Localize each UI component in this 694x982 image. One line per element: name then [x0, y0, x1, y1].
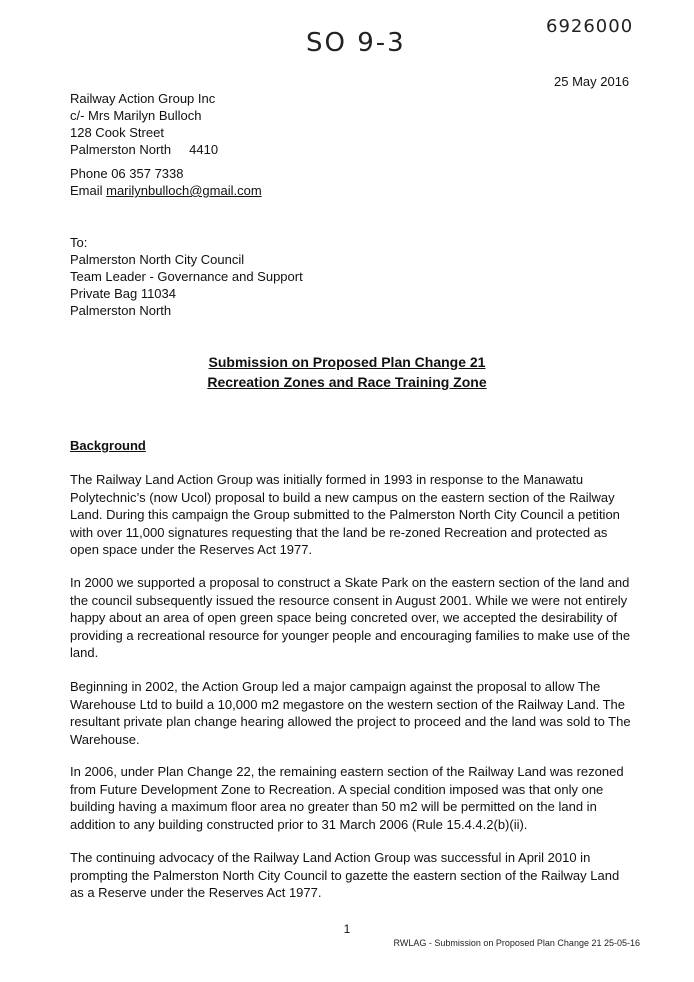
sender-email-label: Email — [70, 183, 107, 198]
sender-street: 128 Cook Street — [70, 125, 164, 140]
paragraph-1: The Railway Land Action Group was initially formed in 1993 in response to the Manawatu Polytechnic’s (now Ucol) proposal to build a new campus on the eastern section of the Railway Land. During this campaign the Group submitted to the Palmerston North City Council a petition with over 11,000 signatures requesting that the land be re-zoned Recreation and protected as open space under the Reserves Act 1977. — [70, 472, 620, 558]
page-number: 1 — [343, 922, 351, 936]
sender-phone: Phone 06 357 7338 — [70, 166, 184, 181]
page-footer: RWLAG - Submission on Proposed Plan Change 21 25-05-16 — [393, 938, 640, 948]
recipient-to: To: — [70, 235, 88, 250]
paragraph-2: In 2000 we supported a proposal to construct a Skate Park on the eastern section of the land and the council subsequently issued the resource consent in August 2001. While we were not entirely happy about an area of open green space being concreted over, we accepted the desirability of providing a recreational resource for younger people and encouraging families to make use of the land. — [70, 575, 631, 661]
recipient-org: Palmerston North City Council — [70, 252, 245, 267]
recipient-city: Palmerston North — [70, 303, 172, 318]
paragraph-3: Beginning in 2002, the Action Group led a major campaign against the proposal to allow The Warehouse Ltd to build a 10,000 m2 megastore on the western section of the Railway Land. The resultant private plan change hearing allowed the project to proceed and the land was sold to The Warehouse. — [70, 679, 631, 747]
title-line-2: Recreation Zones and Race Training Zone — [207, 374, 487, 390]
document-title — [0, 352, 694, 392]
sender-contact — [70, 165, 262, 199]
title-line-1: Submission on Proposed Plan Change 21 — [208, 354, 486, 370]
sender-org: Railway Action Group Inc — [70, 91, 216, 106]
paragraph-5: The continuing advocacy of the Railway Land Action Group was successful in April 2010 in prompting the Palmerston North City Council to gazette the eastern section of the Railway Land as a Reserve under the Reserves Act 1977. — [70, 850, 620, 901]
recipient-bag: Private Bag 11034 — [70, 286, 176, 301]
sender-postcode: 4410 — [189, 142, 219, 157]
recipient-address — [70, 234, 303, 319]
recipient-team: Team Leader - Governance and Support — [70, 269, 303, 284]
sender-care-of: c/- Mrs Marilyn Bulloch — [70, 108, 202, 123]
handwritten-reference: SO 9-3 — [306, 28, 406, 58]
section-heading-background: Background — [70, 438, 146, 453]
paragraph-4: In 2006, under Plan Change 22, the remaining eastern section of the Railway Land was rezoned from Future Development Zone to Recreation. A special condition imposed was that only one building having a maximum floor area no greater than 50 m2 will be permitted on the land in addition to any building constructed prior to 31 March 2006 (Rule 15.4.4.2(b)(ii). — [70, 764, 624, 832]
handwritten-number: 6926000 — [546, 16, 634, 37]
letter-date: 25 May 2016 — [554, 74, 630, 89]
sender-email-link[interactable]: marilynbulloch@gmail.com — [106, 183, 262, 198]
sender-address — [70, 90, 218, 158]
sender-city: Palmerston North — [70, 142, 172, 157]
